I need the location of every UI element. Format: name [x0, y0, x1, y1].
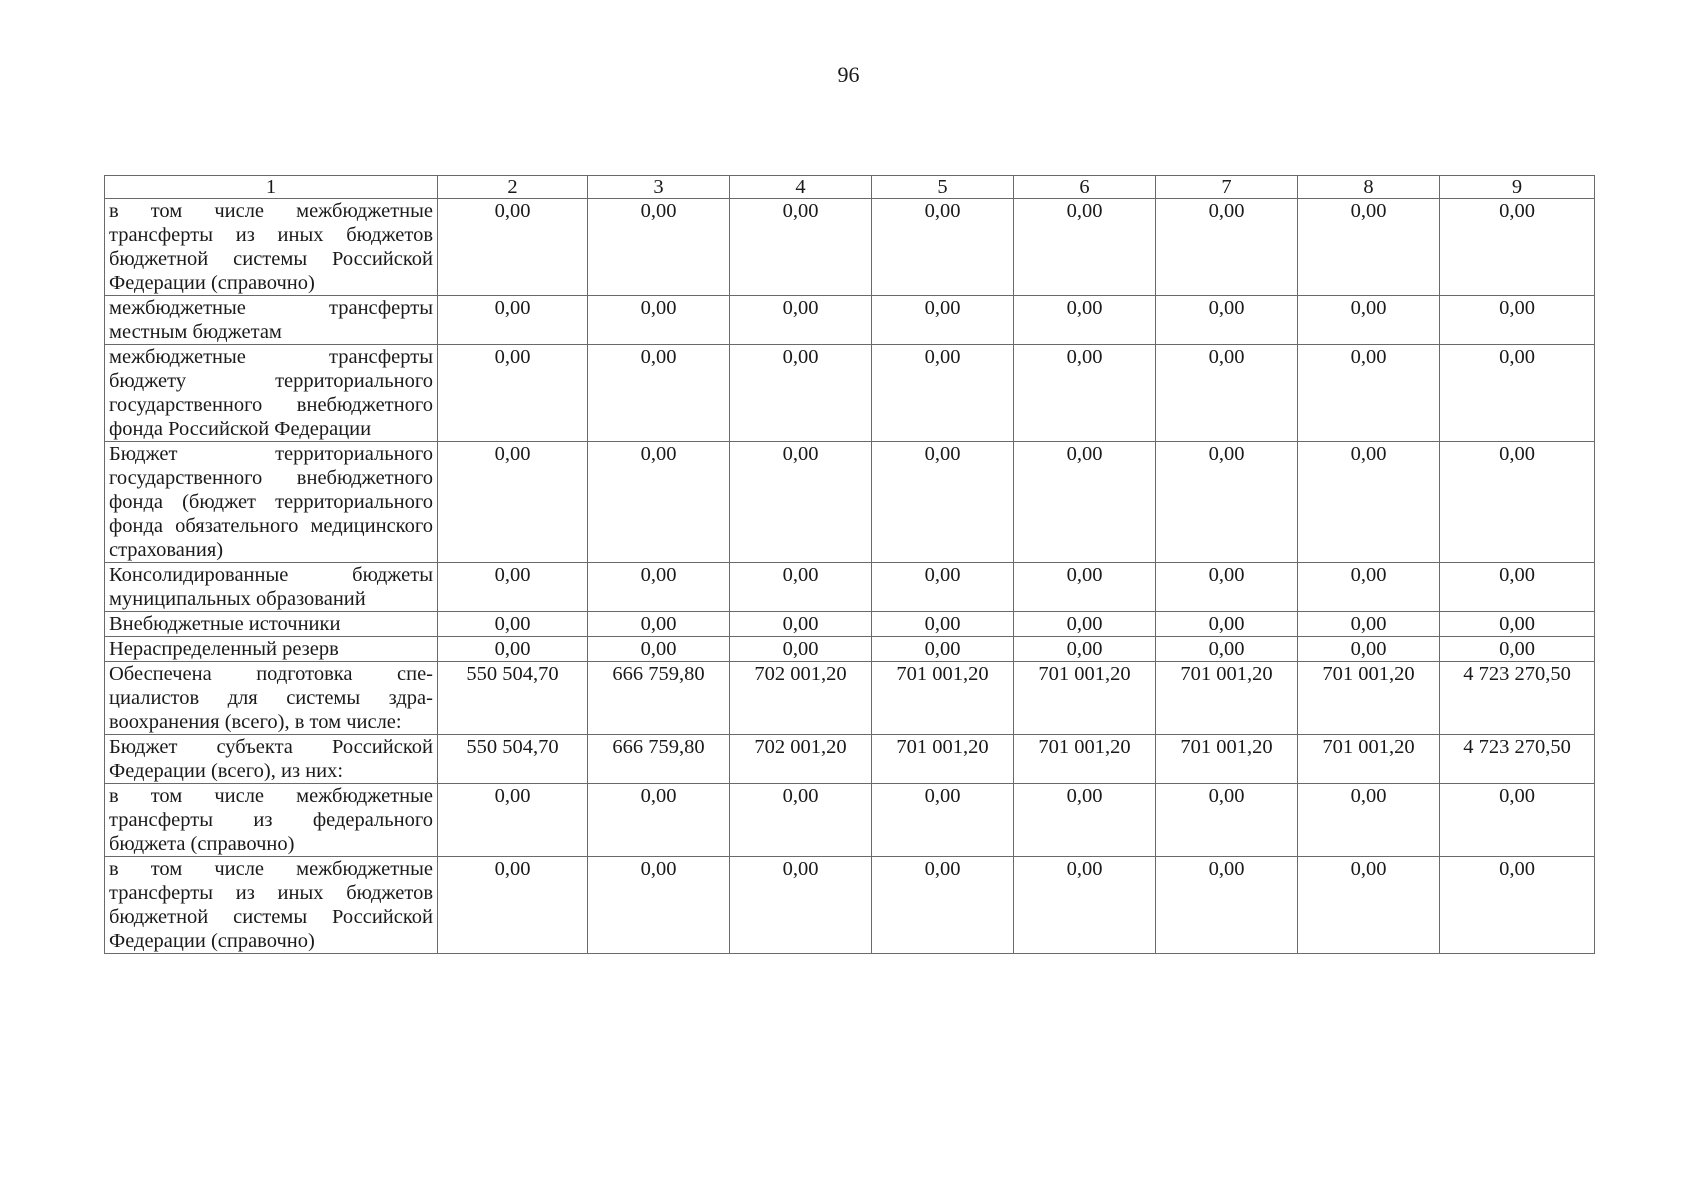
row-label: Бюджет территориального государственного внебюджетного фонда (бюджет территориального фонда обязательного медицинского страхования): [105, 442, 438, 563]
cell-value-col-6: 0,00: [1014, 345, 1156, 442]
cell-value-col-5: 0,00: [872, 563, 1014, 612]
cell-value-col-5: 0,00: [872, 612, 1014, 637]
header-row: [105, 176, 1595, 199]
cell-value-col-7: 0,00: [1156, 612, 1298, 637]
cell-value-col-2: 0,00: [438, 199, 588, 296]
table-row: [105, 637, 1595, 662]
row-label: Внебюджетные источники: [105, 612, 438, 637]
cell-value-col-7: 0,00: [1156, 857, 1298, 954]
cell-value-col-4: 0,00: [730, 612, 872, 637]
cell-value-col-9: 0,00: [1440, 563, 1595, 612]
cell-value-col-4: 0,00: [730, 442, 872, 563]
cell-value-col-3: 0,00: [588, 612, 730, 637]
cell-value-col-9: 0,00: [1440, 345, 1595, 442]
table-row: [105, 662, 1595, 735]
table-body: [105, 199, 1595, 954]
cell-value-col-9: 0,00: [1440, 612, 1595, 637]
cell-value-col-2: 0,00: [438, 784, 588, 857]
cell-value-col-8: 701 001,20: [1298, 662, 1440, 735]
table-row: [105, 784, 1595, 857]
cell-value-col-5: 0,00: [872, 199, 1014, 296]
table-row: [105, 735, 1595, 784]
table-row: [105, 857, 1595, 954]
cell-value-col-6: 0,00: [1014, 637, 1156, 662]
cell-value-col-7: 0,00: [1156, 345, 1298, 442]
cell-value-col-8: 0,00: [1298, 563, 1440, 612]
column-header-7: 7: [1156, 176, 1298, 199]
cell-value-col-2: 0,00: [438, 857, 588, 954]
cell-value-col-7: 0,00: [1156, 296, 1298, 345]
cell-value-col-9: 0,00: [1440, 199, 1595, 296]
cell-value-col-6: 0,00: [1014, 612, 1156, 637]
row-label: в том числе межбюджетные трансферты из иных бюджетов бюджетной системы Российской Федерации (справочно): [105, 857, 438, 954]
cell-value-col-9: 0,00: [1440, 296, 1595, 345]
cell-value-col-6: 0,00: [1014, 199, 1156, 296]
cell-value-col-5: 701 001,20: [872, 735, 1014, 784]
cell-value-col-5: 0,00: [872, 296, 1014, 345]
cell-value-col-4: 0,00: [730, 857, 872, 954]
cell-value-col-2: 0,00: [438, 296, 588, 345]
row-label: в том числе межбюджетные трансферты из иных бюджетов бюджетной системы Российской Федерации (справочно): [105, 199, 438, 296]
cell-value-col-7: 0,00: [1156, 784, 1298, 857]
cell-value-col-3: 0,00: [588, 784, 730, 857]
row-label: в том числе межбюджетные трансферты из федерального бюджета (справочно): [105, 784, 438, 857]
cell-value-col-3: 0,00: [588, 442, 730, 563]
cell-value-col-5: 0,00: [872, 857, 1014, 954]
cell-value-col-9: 0,00: [1440, 442, 1595, 563]
cell-value-col-6: 0,00: [1014, 563, 1156, 612]
cell-value-col-2: 0,00: [438, 442, 588, 563]
cell-value-col-8: 0,00: [1298, 199, 1440, 296]
cell-value-col-4: 0,00: [730, 345, 872, 442]
cell-value-col-2: 550 504,70: [438, 735, 588, 784]
cell-value-col-8: 0,00: [1298, 442, 1440, 563]
row-label: Бюджет субъекта Российской Федерации (всего), из них:: [105, 735, 438, 784]
cell-value-col-4: 702 001,20: [730, 735, 872, 784]
cell-value-col-2: 0,00: [438, 345, 588, 442]
cell-value-col-4: 702 001,20: [730, 662, 872, 735]
cell-value-col-7: 701 001,20: [1156, 662, 1298, 735]
cell-value-col-8: 0,00: [1298, 857, 1440, 954]
table-row: [105, 612, 1595, 637]
cell-value-col-8: 0,00: [1298, 612, 1440, 637]
cell-value-col-3: 0,00: [588, 563, 730, 612]
row-label: межбюджетные трансферты бюджету территориального государственного внебюджетного фонда Российской Федерации: [105, 345, 438, 442]
cell-value-col-3: 666 759,80: [588, 662, 730, 735]
cell-value-col-5: 0,00: [872, 442, 1014, 563]
cell-value-col-5: 701 001,20: [872, 662, 1014, 735]
cell-value-col-5: 0,00: [872, 637, 1014, 662]
cell-value-col-2: 0,00: [438, 637, 588, 662]
column-header-9: 9: [1440, 176, 1595, 199]
cell-value-col-6: 0,00: [1014, 857, 1156, 954]
cell-value-col-3: 0,00: [588, 345, 730, 442]
row-label: межбюджетные трансферты местным бюджетам: [105, 296, 438, 345]
cell-value-col-7: 0,00: [1156, 199, 1298, 296]
column-header-5: 5: [872, 176, 1014, 199]
cell-value-col-7: 0,00: [1156, 442, 1298, 563]
cell-value-col-7: 701 001,20: [1156, 735, 1298, 784]
cell-value-col-7: 0,00: [1156, 637, 1298, 662]
cell-value-col-4: 0,00: [730, 637, 872, 662]
cell-value-col-2: 550 504,70: [438, 662, 588, 735]
cell-value-col-7: 0,00: [1156, 563, 1298, 612]
cell-value-col-6: 701 001,20: [1014, 662, 1156, 735]
cell-value-col-8: 0,00: [1298, 296, 1440, 345]
cell-value-col-9: 4 723 270,50: [1440, 662, 1595, 735]
cell-value-col-9: 0,00: [1440, 637, 1595, 662]
row-label: Консолидированные бюджеты муниципальных образований: [105, 563, 438, 612]
cell-value-col-2: 0,00: [438, 563, 588, 612]
cell-value-col-3: 0,00: [588, 296, 730, 345]
column-header-3: 3: [588, 176, 730, 199]
cell-value-col-8: 0,00: [1298, 345, 1440, 442]
table-row: [105, 563, 1595, 612]
cell-value-col-9: 0,00: [1440, 857, 1595, 954]
cell-value-col-4: 0,00: [730, 296, 872, 345]
cell-value-col-3: 0,00: [588, 637, 730, 662]
cell-value-col-3: 666 759,80: [588, 735, 730, 784]
cell-value-col-6: 0,00: [1014, 442, 1156, 563]
column-header-6: 6: [1014, 176, 1156, 199]
cell-value-col-2: 0,00: [438, 612, 588, 637]
table-row: [105, 199, 1595, 296]
cell-value-col-4: 0,00: [730, 784, 872, 857]
table-row: [105, 442, 1595, 563]
page-number: 96: [837, 62, 860, 87]
cell-value-col-6: 701 001,20: [1014, 735, 1156, 784]
cell-value-col-8: 701 001,20: [1298, 735, 1440, 784]
table-row: [105, 296, 1595, 345]
cell-value-col-9: 0,00: [1440, 784, 1595, 857]
row-label: Обеспечена подготовка специалистов для системы здравоохранения (всего), в том числе:: [105, 662, 438, 735]
budget-table: [104, 175, 1595, 954]
table-row: [105, 345, 1595, 442]
column-header-8: 8: [1298, 176, 1440, 199]
column-header-1: 1: [105, 176, 438, 199]
cell-value-col-5: 0,00: [872, 345, 1014, 442]
cell-value-col-9: 4 723 270,50: [1440, 735, 1595, 784]
cell-value-col-4: 0,00: [730, 563, 872, 612]
column-header-2: 2: [438, 176, 588, 199]
cell-value-col-3: 0,00: [588, 199, 730, 296]
row-label: Нераспределенный резерв: [105, 637, 438, 662]
column-header-4: 4: [730, 176, 872, 199]
cell-value-col-8: 0,00: [1298, 637, 1440, 662]
cell-value-col-6: 0,00: [1014, 296, 1156, 345]
cell-value-col-4: 0,00: [730, 199, 872, 296]
cell-value-col-3: 0,00: [588, 857, 730, 954]
cell-value-col-5: 0,00: [872, 784, 1014, 857]
cell-value-col-6: 0,00: [1014, 784, 1156, 857]
cell-value-col-8: 0,00: [1298, 784, 1440, 857]
